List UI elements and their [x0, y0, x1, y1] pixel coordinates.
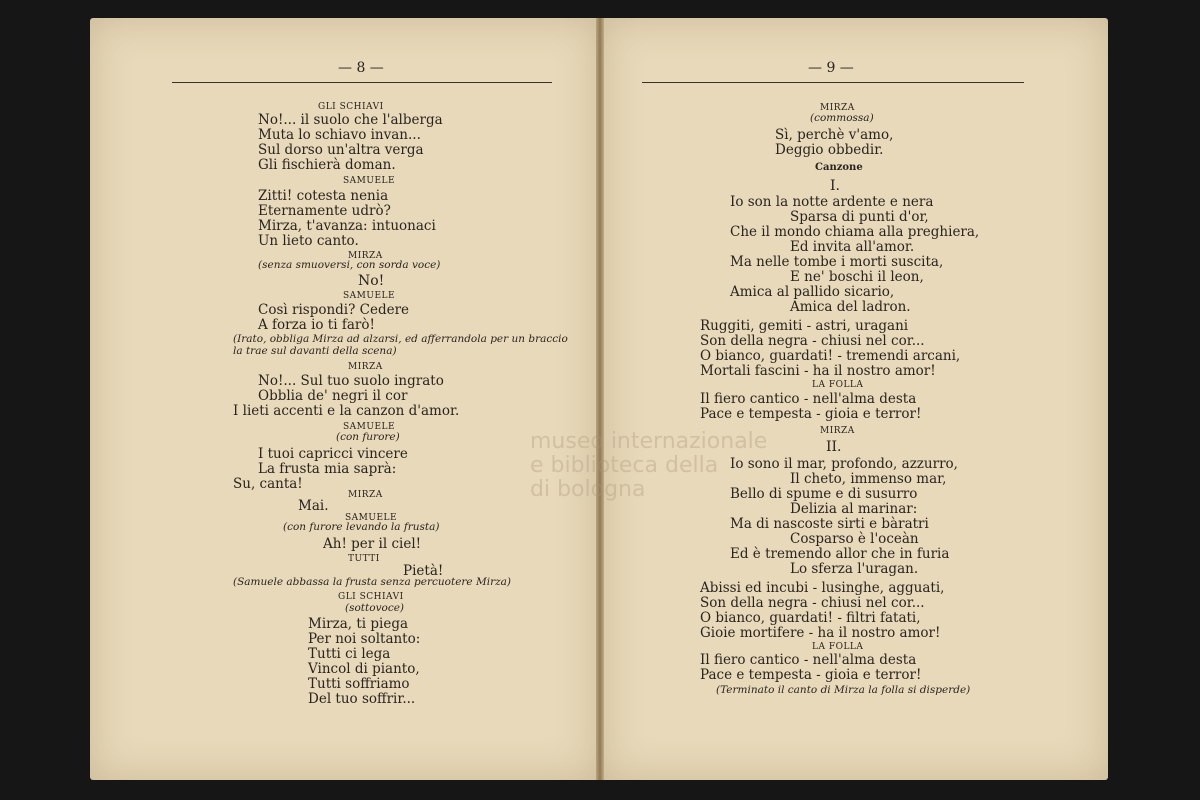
verse-line: Io sono il mar, profondo, azzurro, — [730, 456, 958, 472]
verse-line: E ne' boschi il leon, — [790, 269, 924, 285]
verse-line: Mortali fascini - ha il nostro amor! — [700, 363, 936, 379]
verse-line: Gioie mortifere - ha il nostro amor! — [700, 625, 941, 641]
verse-line: No!... il suolo che l'alberga — [258, 112, 443, 128]
speaker-label: SAMUELE — [343, 291, 396, 301]
verse-line: Vincol di pianto, — [308, 661, 420, 677]
verse-line: Eternamente udrò? — [258, 203, 391, 219]
verse-line: Il fiero cantico - nell'alma desta — [700, 652, 917, 668]
speaker-label: LA FOLLA — [812, 380, 864, 390]
stage-direction: (senza smuoversi, con sorda voce) — [258, 259, 441, 271]
verse-line: Amica del ladron. — [790, 299, 911, 315]
header-rule-left — [172, 82, 552, 83]
verse-line: A forza io ti farò! — [258, 317, 375, 333]
speaker-label: SAMUELE — [345, 513, 398, 523]
verse-line: Abissi ed incubi - lusinghe, agguati, — [700, 580, 945, 596]
verse-line: Gli fischierà doman. — [258, 157, 396, 173]
verse-line: Pace e tempesta - gioia e terror! — [700, 667, 922, 683]
verse-line: Son della negra - chiusi nel cor... — [700, 333, 925, 349]
book-gutter — [596, 18, 604, 780]
speaker-label: GLI SCHIAVI — [318, 102, 384, 112]
stage-direction: la trae sul davanti della scena) — [233, 345, 397, 357]
verse-line: Tutti ci lega — [308, 646, 391, 662]
verse-line: Son della negra - chiusi nel cor... — [700, 595, 925, 611]
verse-line: I tuoi capricci vincere — [258, 446, 408, 462]
verse-line: Mirza, t'avanza: intuonaci — [258, 218, 436, 234]
verse-line: Muta lo schiavo invan... — [258, 127, 421, 143]
verse-line: Zitti! cotesta nenia — [258, 188, 389, 204]
verse-line: Tutti soffriamo — [308, 676, 410, 692]
verse-line: No! — [358, 273, 385, 289]
verse-line: Ed invita all'amor. — [790, 239, 915, 255]
verse-line: O bianco, guardati! - filtri fatati, — [700, 610, 921, 626]
section-heading: Canzone — [815, 162, 863, 173]
speaker-label: SAMUELE — [343, 176, 396, 186]
watermark-line-1: museo internazionale — [530, 429, 768, 454]
speaker-label: MIRZA — [348, 251, 383, 261]
verse-line: Per noi soltanto: — [308, 631, 421, 647]
verse-line: Su, canta! — [233, 476, 303, 492]
verse-line: Amica al pallido sicario, — [730, 284, 895, 300]
verse-line: Mai. — [298, 498, 329, 514]
speaker-label: SAMUELE — [343, 422, 396, 432]
stage-direction: (commossa) — [810, 112, 874, 124]
verse-line: Io son la notte ardente e nera — [730, 194, 934, 210]
verse-line: Ma nelle tombe i morti suscita, — [730, 254, 944, 270]
verse-line: Pace e tempesta - gioia e terror! — [700, 406, 922, 422]
verse-line: Così rispondi? Cedere — [258, 302, 410, 318]
verse-line: Un lieto canto. — [258, 233, 359, 249]
speaker-label: LA FOLLA — [812, 642, 864, 652]
speaker-label: MIRZA — [348, 362, 383, 372]
verse-line: Deggio obbedir. — [775, 142, 884, 158]
verse-line: Il cheto, immenso mar, — [790, 471, 947, 487]
stage-direction: (sottovoce) — [345, 602, 405, 614]
verse-line: I lieti accenti e la canzon d'amor. — [233, 403, 460, 419]
verse-line: Delizia al marinar: — [790, 501, 918, 517]
stanza-number: II. — [826, 439, 842, 455]
verse-line: Lo sferza l'uragan. — [790, 561, 919, 577]
verse-line: Ah! per il ciel! — [323, 536, 422, 552]
page-number-left: — 8 — — [338, 60, 384, 76]
stage-direction: (con furore) — [336, 431, 400, 443]
verse-line: No!... Sul tuo suolo ingrato — [258, 373, 444, 389]
speaker-label: MIRZA — [820, 426, 855, 436]
verse-line: O bianco, guardati! - tremendi arcani, — [700, 348, 961, 364]
header-rule-right — [642, 82, 1024, 83]
verse-line: Il fiero cantico - nell'alma desta — [700, 391, 917, 407]
stage-direction: (Irato, obbliga Mirza ad alzarsi, ed afferrandola per un braccio — [233, 333, 568, 345]
stage-direction: (Samuele abbassa la frusta senza percuotere Mirza) — [233, 576, 511, 588]
watermark-line-3: di bologna — [530, 477, 646, 502]
stanza-number: I. — [830, 178, 840, 194]
verse-line: Obblia de' negri il cor — [258, 388, 408, 404]
verse-line: Sul dorso un'altra verga — [258, 142, 424, 158]
verse-line: Ed è tremendo allor che in furia — [730, 546, 950, 562]
speaker-label: MIRZA — [820, 103, 855, 113]
verse-line: Del tuo soffrir... — [308, 691, 416, 707]
verse-line: Pietà! — [403, 563, 444, 579]
verse-line: Bello di spume e di susurro — [730, 486, 918, 502]
verse-line: Ruggiti, gemiti - astri, uragani — [700, 318, 909, 334]
speaker-label: TUTTI — [348, 554, 380, 564]
verse-line: Ma di nascoste sirti e bàratri — [730, 516, 929, 532]
verse-line: Che il mondo chiama alla preghiera, — [730, 224, 980, 240]
stage-direction: (con furore levando la frusta) — [283, 521, 440, 533]
speaker-label: GLI SCHIAVI — [338, 592, 404, 602]
speaker-label: MIRZA — [348, 490, 383, 500]
verse-line: Sì, perchè v'amo, — [775, 127, 894, 143]
watermark-line-2: e biblioteca della — [530, 453, 719, 478]
page-number-right: — 9 — — [808, 60, 854, 76]
verse-line: Cosparso è l'oceàn — [790, 531, 919, 547]
verse-line: Mirza, ti piega — [308, 616, 409, 632]
stage-direction: (Terminato il canto di Mirza la folla si disperde) — [716, 684, 971, 696]
verse-line: Sparsa di punti d'or, — [790, 209, 929, 225]
verse-line: La frusta mia saprà: — [258, 461, 397, 477]
